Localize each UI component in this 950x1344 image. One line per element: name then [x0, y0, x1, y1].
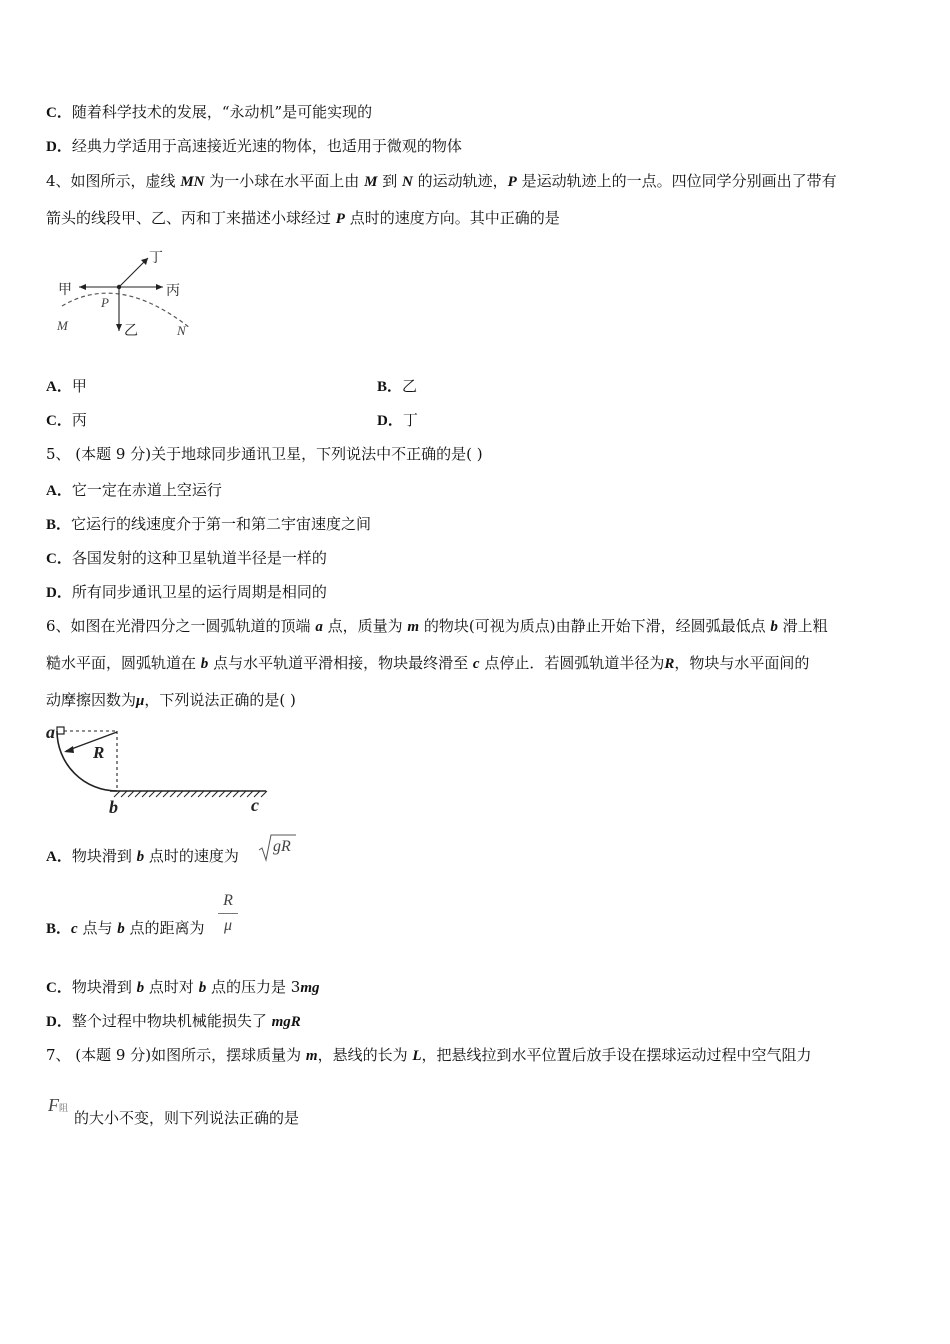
- option-label: B．: [377, 379, 403, 395]
- option-text: 点与: [82, 919, 113, 937]
- var-mg: mg: [300, 980, 320, 996]
- option-label: B．: [46, 921, 72, 937]
- option-text: 丙: [71, 411, 87, 429]
- option-text: 所有同步通讯卫星的运行周期是相同的: [71, 583, 327, 601]
- var-c: c: [472, 656, 480, 672]
- label-a: a: [46, 722, 55, 742]
- var-m: m: [407, 619, 420, 635]
- text: 点停止．若圆弧轨道半径为: [484, 654, 665, 672]
- q5-stem: [46, 444, 483, 464]
- option-label: C．: [46, 105, 72, 121]
- q4-stem-line2: [46, 208, 560, 229]
- label-m: M: [57, 318, 68, 333]
- option-text: 点的压力是 3: [211, 978, 301, 996]
- text: 为一小球在水平面上由: [209, 172, 360, 190]
- var-c: c: [71, 921, 78, 937]
- q6-stem-line2: [46, 653, 809, 674]
- arrowhead-yi: [116, 324, 122, 331]
- q4-option-b: [377, 376, 417, 397]
- block-a: [57, 727, 64, 734]
- q5-option-d: [46, 582, 327, 603]
- option-text: 点时对: [148, 978, 194, 996]
- var-mn: MN: [180, 174, 205, 190]
- text: 点时的速度方向。其中正确的是: [349, 209, 560, 227]
- var-b: b: [198, 980, 207, 996]
- text: ，物块与水平面间的: [674, 654, 810, 672]
- option-text: 各国发射的这种卫星轨道半径是一样的: [71, 549, 327, 567]
- force-subscript: 阻: [59, 1104, 69, 1114]
- var-b: b: [770, 619, 778, 635]
- q3-option-c: [46, 102, 372, 123]
- var-b: b: [200, 656, 209, 672]
- text: ，把悬线拉到水平位置后放手设在摆球运动过程中空气阻力: [421, 1046, 812, 1064]
- fraction-bar: [218, 913, 238, 914]
- label-n: N: [177, 323, 186, 338]
- text: 的大小不变，则下列说法正确的是: [74, 1109, 300, 1127]
- formula-radicand: gR: [273, 838, 291, 855]
- option-label: C．: [46, 413, 72, 429]
- option-text: 物块滑到: [71, 978, 132, 996]
- q6-stem-line3: [46, 690, 296, 711]
- option-text: 点的距离为: [129, 919, 205, 937]
- var-p: P: [507, 174, 517, 190]
- option-label: D．: [46, 139, 72, 155]
- q6-arc-track-diagram: [44, 722, 274, 818]
- q6-option-c: [46, 977, 319, 998]
- option-label: C．: [46, 980, 72, 996]
- var-m: M: [364, 174, 378, 190]
- radius-arrowhead: [64, 746, 74, 753]
- text: 点与水平轨道平滑相接，物块最终滑至: [213, 654, 469, 672]
- var-mu: μ: [136, 693, 145, 709]
- option-label: A．: [46, 849, 72, 865]
- text: 到: [382, 172, 398, 190]
- force-f: F: [48, 1095, 59, 1115]
- label-bing: 丙: [166, 284, 180, 299]
- label-yi: 乙: [124, 324, 138, 339]
- text: 点，质量为: [327, 617, 403, 635]
- option-label: B．: [46, 517, 72, 533]
- var-b: b: [136, 980, 145, 996]
- fraction-numerator: R: [223, 892, 233, 909]
- var-m: m: [305, 1048, 318, 1064]
- arrowhead-jia: [79, 284, 86, 290]
- text: 的物块(可视为质点)由静止开始下滑，经圆弧最低点: [423, 617, 766, 635]
- q4-option-d: [377, 410, 418, 431]
- option-text: 随着科学技术的发展，“永动机”是可能实现的: [71, 103, 373, 121]
- var-a: a: [315, 619, 323, 635]
- q4-option-a: [46, 376, 87, 397]
- q7-stem-line2: [74, 1108, 299, 1128]
- option-text: 它运行的线速度介于第一和第二宇宙速度之间: [71, 515, 372, 533]
- drag-force-symbol: [48, 1095, 68, 1116]
- var-n: N: [402, 174, 413, 190]
- q5-option-c: [46, 548, 327, 569]
- option-label: C．: [46, 551, 72, 567]
- option-label: D．: [377, 413, 403, 429]
- emphasis-text: 不正确: [391, 445, 437, 463]
- text: 5、 (本题 9 分)关于地球同步通讯卫星，下列说法中: [46, 445, 392, 463]
- text: 动摩擦因数为: [46, 691, 137, 709]
- arrowhead-bing: [156, 284, 163, 290]
- q4-stem-line1: [46, 171, 837, 192]
- q7-stem-line1: [46, 1045, 812, 1066]
- text: 滑上粗: [782, 617, 828, 635]
- option-label: A．: [46, 379, 72, 395]
- label-b: b: [109, 797, 118, 817]
- q5-option-b: [46, 514, 371, 535]
- option-text: 甲: [71, 377, 87, 395]
- option-text: 经典力学适用于高速接近光速的物体，也适用于微观的物体: [71, 137, 462, 155]
- option-text: 丁: [402, 411, 418, 429]
- text: 箭头的线段甲、乙、丙和丁来描述小球经过: [46, 209, 332, 227]
- label-ding: 丁: [149, 251, 163, 266]
- label-jia: 甲: [58, 283, 72, 298]
- var-b: b: [117, 921, 125, 937]
- arc-track: [57, 731, 117, 791]
- text: ，悬线的长为: [317, 1046, 408, 1064]
- q4-option-c: [46, 410, 87, 431]
- option-text: 它一定在赤道上空运行: [71, 481, 222, 499]
- q6-stem-line1: [46, 616, 828, 637]
- var-r: R: [664, 656, 675, 672]
- text: 4、如图所示，虚线: [46, 172, 176, 190]
- text: ，下列说法正确的是( ): [144, 691, 296, 709]
- text: 的是( ): [436, 445, 483, 463]
- var-p: P: [335, 211, 345, 227]
- label-c: c: [251, 795, 259, 815]
- text: 的运动轨迹，: [417, 172, 508, 190]
- text: 是运动轨迹上的一点。四位同学分别画出了带有: [521, 172, 837, 190]
- text: 7、 (本题 9 分)如图所示，摆球质量为: [46, 1046, 302, 1064]
- option-label: D．: [46, 1014, 72, 1030]
- ground-hatching: [114, 791, 267, 797]
- q6-option-b: [46, 918, 205, 939]
- fraction-denominator: μ: [223, 917, 233, 934]
- label-r: R: [93, 743, 105, 762]
- text: 6、如图在光滑四分之一圆弧轨道的顶端: [46, 617, 311, 635]
- fraction-r-over-mu: [218, 891, 238, 936]
- option-text: 物块滑到: [71, 847, 132, 865]
- text: 糙水平面，圆弧轨道在: [46, 654, 197, 672]
- var-mgr: mgR: [271, 1014, 301, 1030]
- q6-option-d: [46, 1011, 301, 1032]
- label-p: P: [101, 295, 109, 310]
- q4-velocity-diagram: [52, 244, 202, 344]
- radius-arrow: [66, 732, 117, 751]
- q5-option-a: [46, 480, 222, 501]
- option-text: 乙: [402, 377, 418, 395]
- option-label: D．: [46, 585, 72, 601]
- option-text: 整个过程中物块机械能损失了: [71, 1012, 267, 1030]
- q3-option-d: [46, 136, 462, 157]
- q6-option-a: [46, 846, 239, 867]
- option-text: 点时的速度为: [148, 847, 239, 865]
- var-b: b: [136, 849, 145, 865]
- var-l: L: [412, 1048, 422, 1064]
- option-label: A．: [46, 483, 72, 499]
